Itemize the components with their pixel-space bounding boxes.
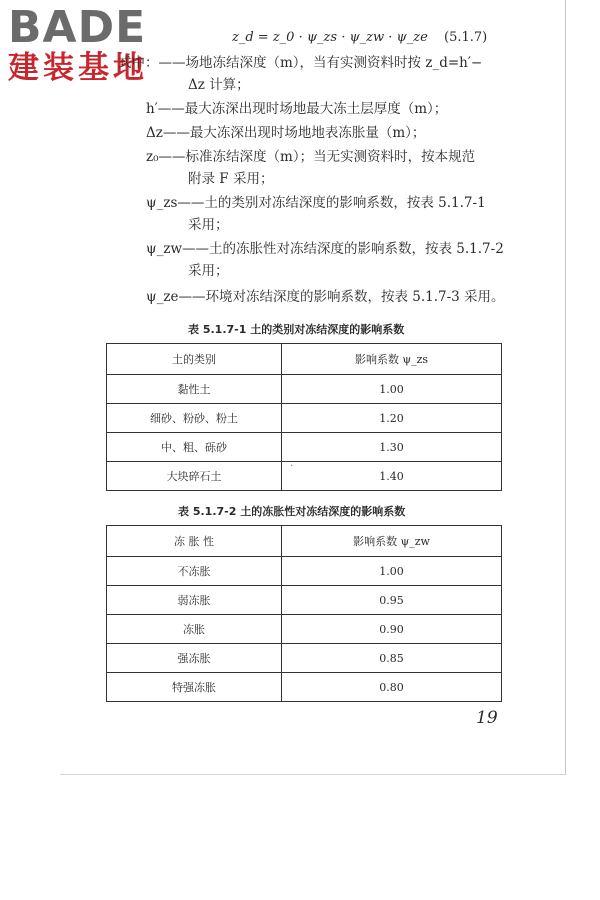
definition-psi-zw-line2: 采用； bbox=[188, 263, 229, 279]
table1-cell: 1.00 bbox=[282, 375, 502, 404]
definition-z0-line1: z₀——标准冻结深度（m）；当无实测资料时，按本规范 bbox=[146, 149, 476, 165]
table-row bbox=[107, 375, 502, 404]
definition-zd-line2: Δz 计算； bbox=[188, 77, 250, 93]
table2 bbox=[106, 525, 502, 702]
table2-title: 表 5.1.7-2 土的冻胀性对冻结深度的影响系数 bbox=[178, 505, 406, 518]
definition-psi-zs-line2: 采用； bbox=[188, 217, 229, 233]
table2-cell: 特强冻胀 bbox=[107, 673, 282, 702]
table2-cell: 弱冻胀 bbox=[107, 586, 282, 615]
table2-cell: 不冻胀 bbox=[107, 557, 282, 586]
definition-z0-line2: 附录 F 采用； bbox=[188, 171, 274, 187]
table1-header-coefficient: 影响系数 ψ_zs bbox=[282, 344, 502, 375]
table1-cell: 细砂、粉砂、粉土 bbox=[107, 404, 282, 433]
table2-header-coefficient: 影响系数 ψ_zw bbox=[282, 526, 502, 557]
table-row bbox=[107, 462, 502, 491]
table-row bbox=[107, 404, 502, 433]
table2-cell: 1.00 bbox=[282, 557, 502, 586]
definition-h: h′——最大冻深出现时场地最大冻土层厚度（m）； bbox=[146, 101, 448, 117]
table1-cell: 1.30 bbox=[282, 433, 502, 462]
table2-cell: 0.95 bbox=[282, 586, 502, 615]
scan-speck: · bbox=[290, 461, 294, 472]
page-number: 19 bbox=[476, 708, 498, 728]
table1-header-soil-type: 土的类别 bbox=[107, 344, 282, 375]
definition-dz: Δz——最大冻深出现时场地地表冻胀量（m）； bbox=[146, 125, 426, 141]
table1-cell: 1.20 bbox=[282, 404, 502, 433]
definition-psi-zs-line1: ψ_zs——土的类别对冻结深度的影响系数，按表 5.1.7-1 bbox=[146, 195, 486, 211]
table2-cell: 0.80 bbox=[282, 673, 502, 702]
table-header-row bbox=[107, 344, 502, 375]
table-row bbox=[107, 644, 502, 673]
table-header-row bbox=[107, 526, 502, 557]
definition-psi-zw-line1: ψ_zw——土的冻胀性对冻结深度的影响系数，按表 5.1.7-2 bbox=[146, 241, 504, 257]
table1-cell: 1.40 bbox=[282, 462, 502, 491]
table2-header-frost-heave: 冻 胀 性 bbox=[107, 526, 282, 557]
table-row bbox=[107, 557, 502, 586]
table1-cell: 大块碎石土 bbox=[107, 462, 282, 491]
table2-cell: 0.90 bbox=[282, 615, 502, 644]
formula-number: (5.1.7) bbox=[444, 30, 488, 45]
table2-cell: 0.85 bbox=[282, 644, 502, 673]
table-row bbox=[107, 673, 502, 702]
table1 bbox=[106, 343, 502, 491]
formula: z_d = z_0 · ψ_zs · ψ_zw · ψ_ze bbox=[232, 30, 428, 45]
page-bottom-line bbox=[60, 774, 566, 775]
table1-cell: 黏性土 bbox=[107, 375, 282, 404]
page-edge-line bbox=[565, 0, 566, 775]
table-row bbox=[107, 586, 502, 615]
table-row bbox=[107, 433, 502, 462]
logo-latin-text: BADE bbox=[8, 2, 147, 53]
table-row bbox=[107, 615, 502, 644]
definition-psi-ze: ψ_ze——环境对冻结深度的影响系数，按表 5.1.7-3 采用。 bbox=[146, 289, 505, 305]
table1-title: 表 5.1.7-1 土的类别对冻结深度的影响系数 bbox=[188, 323, 405, 336]
definition-zd-line1: 式中：——场地冻结深度（m），当有实测资料时按 z_d=h′− bbox=[118, 55, 483, 71]
table1-cell: 中、粗、砾砂 bbox=[107, 433, 282, 462]
logo-chinese-text: 建装基地 bbox=[8, 50, 148, 86]
table2-cell: 强冻胀 bbox=[107, 644, 282, 673]
watermark-logo bbox=[8, 2, 178, 96]
table2-cell: 冻胀 bbox=[107, 615, 282, 644]
